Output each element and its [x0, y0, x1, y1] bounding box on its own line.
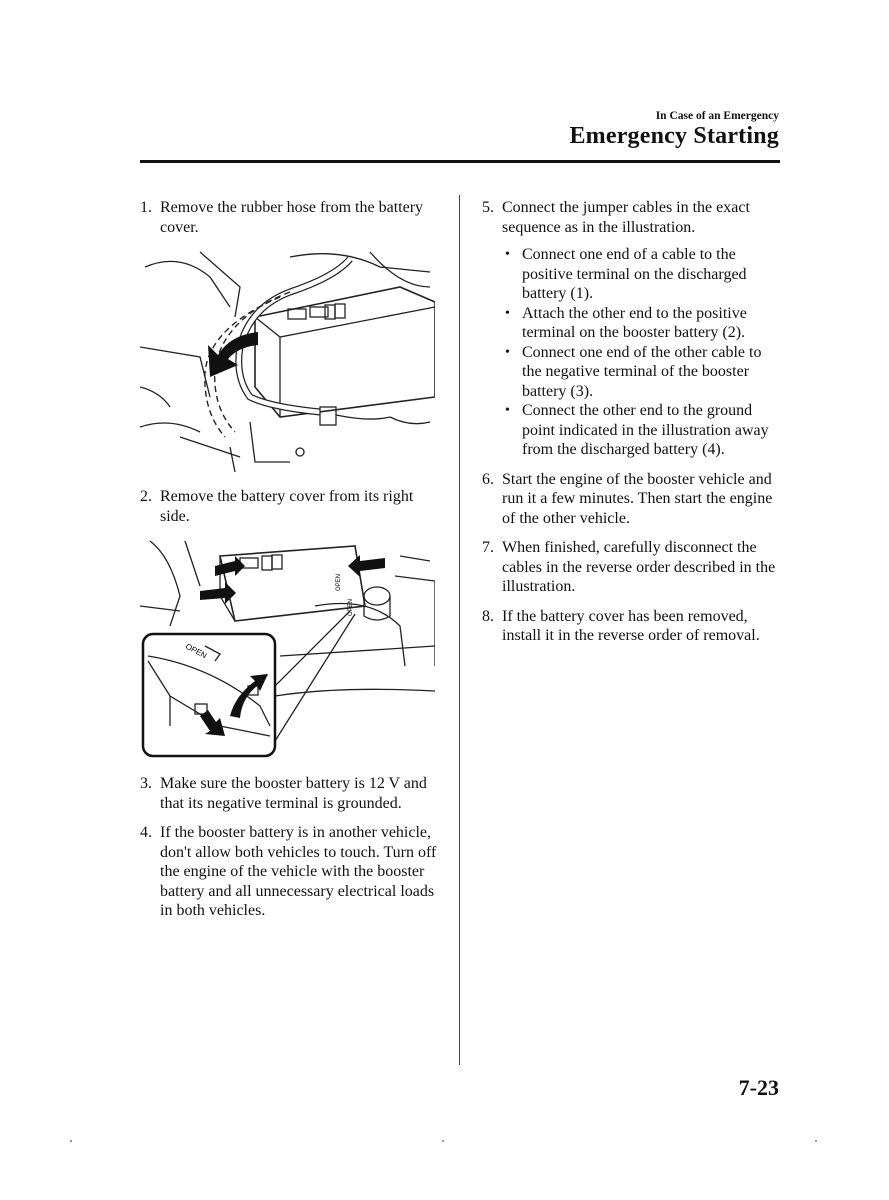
step-6 [482, 470, 782, 529]
step-1 [140, 198, 445, 237]
illustration-remove-cover [140, 536, 445, 764]
page-number: 7-23 [738, 1075, 779, 1100]
step-4 [140, 823, 445, 921]
right-column [482, 198, 782, 656]
step-2 [140, 487, 445, 526]
print-mark [442, 1140, 444, 1142]
illustration-remove-hose [140, 247, 445, 477]
step-7 [482, 538, 782, 597]
bullet-text: Connect the other end to the ground point indicated in the illustration away from the discharged battery (4). [522, 402, 769, 458]
step-8 [482, 607, 782, 646]
step-5-bullet-list [502, 245, 782, 460]
step-number: 6. [482, 470, 494, 488]
step-number: 2. [140, 488, 152, 505]
step-text: If the booster battery is in another vehicle, don't allow both vehicles to touch. Turn off the engine of the vehicle with the booster battery and all unnecessary electrical loads in both vehicles. [160, 824, 437, 919]
header-rule [140, 160, 780, 163]
cover-open-label-2: OPEN [348, 598, 354, 616]
step-text: Make sure the booster battery is 12 V and that its negative terminal is grounded. [160, 775, 427, 812]
step-text: Connect the jumper cables in the exact sequence as in the illustration. [502, 199, 750, 236]
inset-open-label: OPEN [184, 641, 209, 661]
bullet-text: Attach the other end to the positive terminal on the booster battery (2). [522, 304, 747, 341]
print-mark [70, 1140, 72, 1142]
bullet-item [502, 401, 782, 460]
step-text: Start the engine of the booster vehicle and run it a few minutes. Then start the engine of the other vehicle. [502, 470, 773, 527]
bullet-dot-icon: • [505, 344, 510, 360]
bullet-item [502, 245, 782, 304]
bullet-dot-icon: • [505, 305, 510, 321]
step-3 [140, 774, 445, 813]
step-text: When finished, carefully disconnect the cables in the reverse order described in the illustration. [502, 539, 776, 595]
bullet-text: Connect one end of the other cable to the negative terminal of the booster battery (3). [522, 343, 762, 400]
hose-illustration-svg [140, 247, 435, 477]
page-title: Emergency Starting [569, 123, 779, 149]
bullet-dot-icon: • [505, 403, 510, 418]
step-text: Remove the rubber hose from the battery cover. [160, 199, 424, 236]
bullet-item [502, 304, 782, 343]
step-number: 1. [140, 199, 152, 216]
step-number: 5. [482, 199, 494, 216]
cover-illustration-svg [140, 536, 435, 764]
step-number: 4. [140, 824, 152, 841]
step-5 [482, 198, 782, 237]
bullet-dot-icon: • [505, 247, 510, 262]
column-divider [459, 195, 460, 1065]
step-number: 8. [482, 607, 494, 625]
left-column [140, 198, 445, 931]
step-number: 3. [140, 775, 152, 792]
section-heading: In Case of an Emergency [655, 110, 779, 122]
bullet-item [502, 343, 782, 402]
print-mark [815, 1140, 817, 1142]
bullet-text: Connect one end of a cable to the positive terminal on the discharged battery (1). [522, 246, 747, 302]
step-text: If the battery cover has been removed, install it in the reverse order of removal. [502, 607, 760, 644]
step-text: Remove the battery cover from its right side. [160, 488, 414, 525]
step-number: 7. [482, 539, 494, 556]
cover-open-label: OPEN [336, 573, 342, 591]
